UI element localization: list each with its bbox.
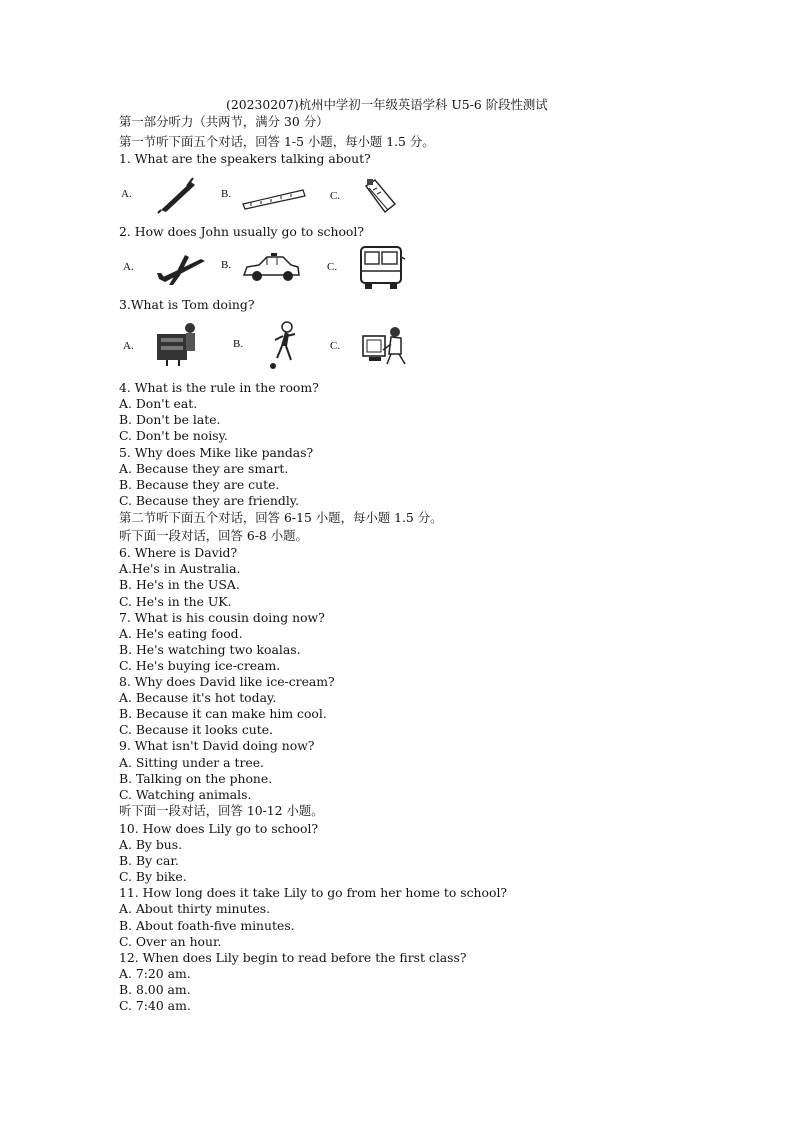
q9-option-a: A. Sitting under a tree. — [119, 755, 264, 770]
q10-option-a: A. By bus. — [119, 837, 183, 852]
option-label-a: A. — [123, 261, 134, 273]
q4-option-a: A. Don't eat. — [119, 396, 198, 411]
question-6: 6. Where is David? — [119, 545, 238, 560]
q4-option-b: B. Don't be late. — [119, 412, 221, 427]
q12-option-b: B. 8.00 am. — [119, 982, 191, 997]
q7-option-c: C. He's buying ice-cream. — [119, 658, 281, 673]
q8-option-b: B. Because it can make him cool. — [119, 706, 327, 721]
question-5: 5. Why does Mike like pandas? — [119, 445, 314, 460]
question-1-options — [119, 172, 419, 222]
option-label-b: B. — [233, 338, 244, 350]
car-icon — [241, 251, 301, 285]
option-label-a: A. — [123, 340, 134, 352]
option-label-a: A. — [121, 188, 132, 200]
option-label-c: C. — [330, 190, 341, 202]
q12-option-a: A. 7:20 am. — [119, 966, 191, 981]
question-12: 12. When does Lily begin to read before the first class? — [119, 950, 467, 965]
question-8: 8. Why does David like ice-cream? — [119, 674, 335, 689]
option-label-c: C. — [330, 340, 341, 352]
pen-icon — [157, 174, 201, 214]
part1-heading: 第一部分听力（共两节，满分 30 分） — [119, 114, 329, 129]
q9-option-c: C. Watching animals. — [119, 787, 252, 802]
q8-option-a: A. Because it's hot today. — [119, 690, 277, 705]
q6-option-c: C. He's in the UK. — [119, 594, 232, 609]
q5-option-b: B. Because they are cute. — [119, 477, 280, 492]
question-11: 11. How long does it take Lily to go from her home to school? — [119, 885, 508, 900]
running-person-icon — [267, 320, 301, 370]
dialog2-instruction: 听下面一段对话，回答 10-12 小题。 — [119, 803, 324, 818]
dialog1-instruction: 听下面一段对话，回答 6-8 小题。 — [119, 528, 308, 543]
option-label-c: C. — [327, 261, 338, 273]
bus-icon — [357, 243, 407, 291]
option-label-b: B. — [221, 259, 232, 271]
q9-option-b: B. Talking on the phone. — [119, 771, 273, 786]
q12-option-c: C. 7:40 am. — [119, 998, 191, 1013]
question-7: 7. What is his cousin doing now? — [119, 610, 325, 625]
computer-user-icon — [361, 324, 411, 368]
question-4: 4. What is the rule in the room? — [119, 380, 319, 395]
q8-option-c: C. Because it looks cute. — [119, 722, 274, 737]
q4-option-c: C. Don't be noisy. — [119, 428, 228, 443]
question-9: 9. What isn't David doing now? — [119, 738, 315, 753]
question-3: 3.What is Tom doing? — [119, 297, 255, 312]
reading-person-icon — [155, 320, 199, 366]
q11-option-a: A. About thirty minutes. — [119, 901, 271, 916]
section1-instruction: 第一节听下面五个对话，回答 1-5 小题，每小题 1.5 分。 — [119, 134, 435, 149]
q10-option-b: B. By car. — [119, 853, 179, 868]
page-title: (20230207)杭州中学初一年级英语学科 U5-6 阶段性测试 — [226, 97, 548, 112]
q11-option-b: B. About foath-five minutes. — [119, 918, 295, 933]
question-10: 10. How does Lily go to school? — [119, 821, 319, 836]
question-2-options — [119, 243, 419, 293]
section2-instruction: 第二节听下面五个对话，回答 6-15 小题，每小题 1.5 分。 — [119, 510, 443, 525]
q5-option-c: C. Because they are friendly. — [119, 493, 300, 508]
q7-option-b: B. He's watching two koalas. — [119, 642, 301, 657]
question-3-options — [119, 320, 419, 370]
option-label-b: B. — [221, 188, 232, 200]
q11-option-c: C. Over an hour. — [119, 934, 222, 949]
q7-option-a: A. He's eating food. — [119, 626, 243, 641]
question-2: 2. How does John usually go to school? — [119, 224, 364, 239]
airplane-icon — [155, 249, 207, 289]
q5-option-a: A. Because they are smart. — [119, 461, 289, 476]
pencil-case-icon — [363, 176, 397, 214]
q6-option-a: A.He's in Australia. — [119, 561, 241, 576]
question-1: 1. What are the speakers talking about? — [119, 151, 371, 166]
q6-option-b: B. He's in the USA. — [119, 577, 240, 592]
q10-option-c: C. By bike. — [119, 869, 187, 884]
ruler-icon — [241, 184, 307, 210]
